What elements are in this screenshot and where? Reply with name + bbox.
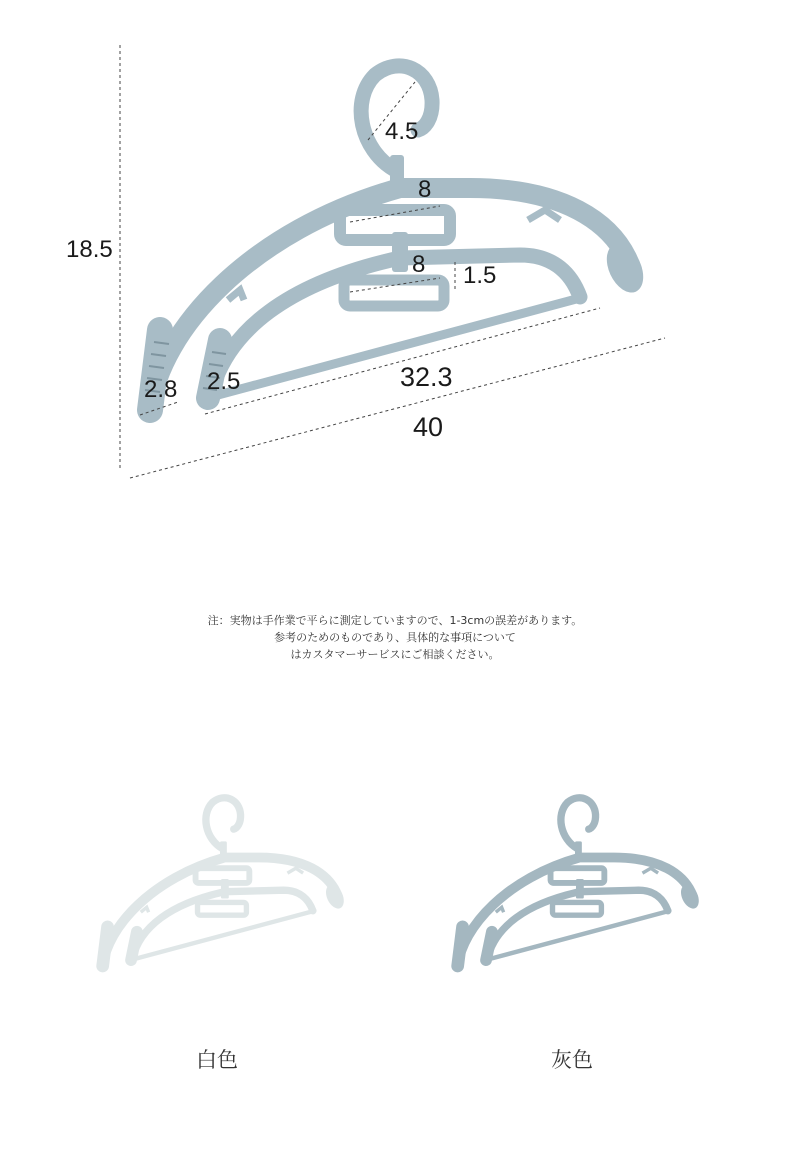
dim-lower-gap: 1.5 <box>463 262 497 289</box>
main-hanger-illustration <box>0 0 790 500</box>
dim-hook: 4.5 <box>385 118 419 145</box>
measurement-note <box>140 612 650 668</box>
note-line-1: 注：実物は手作業で平らに測定していますので、1-3cmの誤差があります。 <box>207 614 583 627</box>
dim-outer-length: 40 <box>413 412 444 442</box>
variant-white-illustration <box>70 790 370 1010</box>
variant-white-label: 白色 <box>196 1048 238 1072</box>
dim-inner-length: 32.3 <box>400 362 453 392</box>
dim-outer-thickness: 2.8 <box>144 376 178 403</box>
dim-lower-width: 8 <box>412 251 426 278</box>
dim-top-width: 8 <box>418 176 432 203</box>
variant-gray-label: 灰色 <box>551 1048 593 1072</box>
dim-inner-thickness: 2.5 <box>207 368 241 395</box>
variant-gray-illustration <box>425 790 725 1010</box>
note-line-2: 参考のためのものであり、具体的な事項について <box>274 631 516 644</box>
dim-height: 18.5 <box>66 236 113 263</box>
note-line-3: はカスタマーサービスにご相談ください。 <box>290 648 500 661</box>
